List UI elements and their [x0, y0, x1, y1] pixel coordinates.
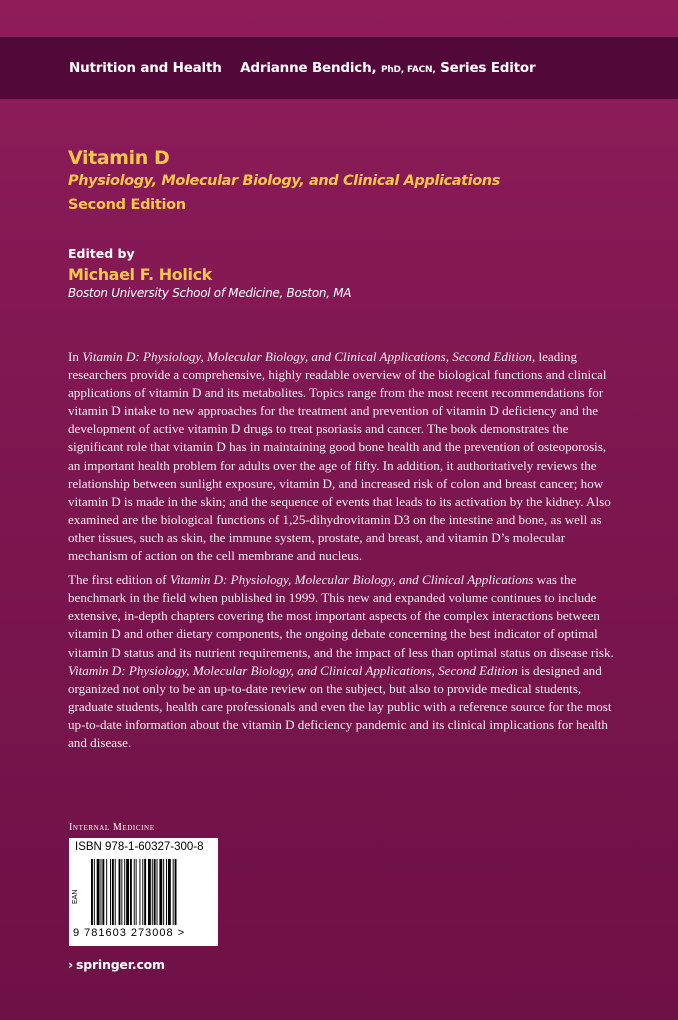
barcode-digits: 9 781603 273008 >	[73, 927, 186, 939]
p2-title: Vitamin D: Physiology, Molecular Biology, and Clinical Applications	[169, 572, 534, 588]
ean-label: EAN	[72, 889, 79, 904]
chevron-right-icon: ›	[68, 957, 73, 972]
description-paragraph-2	[68, 571, 616, 752]
series-name: Nutrition and Health	[69, 60, 222, 76]
barcode-image	[91, 859, 213, 925]
series-editor-role: Series Editor	[440, 60, 536, 76]
book-description	[68, 348, 616, 758]
book-edition: Second Edition	[68, 197, 186, 213]
p2-rest: is designed and organized not only to be an up-to-date review on the subject, but also to provide medical students, graduate students, health care professionals and even the lay public with a reference source for the most up-to-date information about the vitamin D deficiency pandemic and its clinical implications for health and disease.	[68, 662, 612, 750]
barcode-box	[69, 838, 218, 946]
isbn-text: ISBN 978-1-60327-300-8	[75, 841, 204, 853]
p1-rest: , leading researchers provide a comprehensive, highly readable overview of the biological functions and clinical applications of vitamin D and its metabolites. Topics range from the most recent recommendations for vitamin D intake to new approaches for the treatment and prevention of vitamin D deficiency and the development of active vitamin D drugs to treat psoriasis and cancer. The book demonstrates the significant role that vitamin D has in maintaining good bone health and the prevention of osteoporosis, an important health problem for adults over the age of fifty. In addition, it authoritatively reviews the relationship between sunlight exposure, vitamin D, and increased risk of colon and breast cancer; how vitamin D is made in the skin; and the sequence of events that leads to its activation by the kidney. Also examined are the biological functions of 1,25-dihydrovitamin D3 on the intestine and bone, as well as other tissues, such as skin, the immune system, prostate, and breast, and vitamin D’s molecular mechanism of action on the cell membrane and nucleus.	[68, 349, 611, 564]
category-text: Internal Medicine	[69, 822, 155, 833]
publisher-url: springer.com	[75, 957, 165, 972]
series-editor-credentials: PhD, FACN,	[380, 65, 436, 75]
p2-intro: The first edition of	[68, 572, 170, 588]
book-title: Vitamin D	[68, 147, 170, 169]
edited-by-label: Edited by	[68, 246, 135, 261]
p1-title: Vitamin D: Physiology, Molecular Biology, and Clinical Applications, Second Edition	[82, 349, 532, 364]
p1-intro: In	[68, 349, 83, 364]
p2-mid: was the benchmark in the field when published in 1999. This new and expanded volume continues to include extensive, in-depth chapters covering the most important aspects of the complex interactions between vitamin D and other dietary components, the ongoing debate concerning the best indicator of optimal vitamin D status and its nutrient requirements, and the impact of less than optimal status on disease risk.	[68, 572, 614, 660]
series-editor-name: Adrianne Bendich,	[240, 60, 377, 76]
editor-block	[68, 246, 351, 300]
publisher-link[interactable]	[68, 957, 165, 972]
title-block	[68, 147, 500, 213]
series-line	[69, 60, 535, 76]
book-subtitle: Physiology, Molecular Biology, and Clinical Applications	[68, 173, 500, 189]
editor-name: Michael F. Holick	[68, 265, 212, 284]
p2-title2: Vitamin D: Physiology, Molecular Biology, and Clinical Applications, Second Edition	[68, 662, 518, 678]
category-label	[69, 822, 155, 833]
editor-affiliation: Boston University School of Medicine, Boston, MA	[68, 286, 352, 300]
description-paragraph-1	[68, 348, 616, 565]
